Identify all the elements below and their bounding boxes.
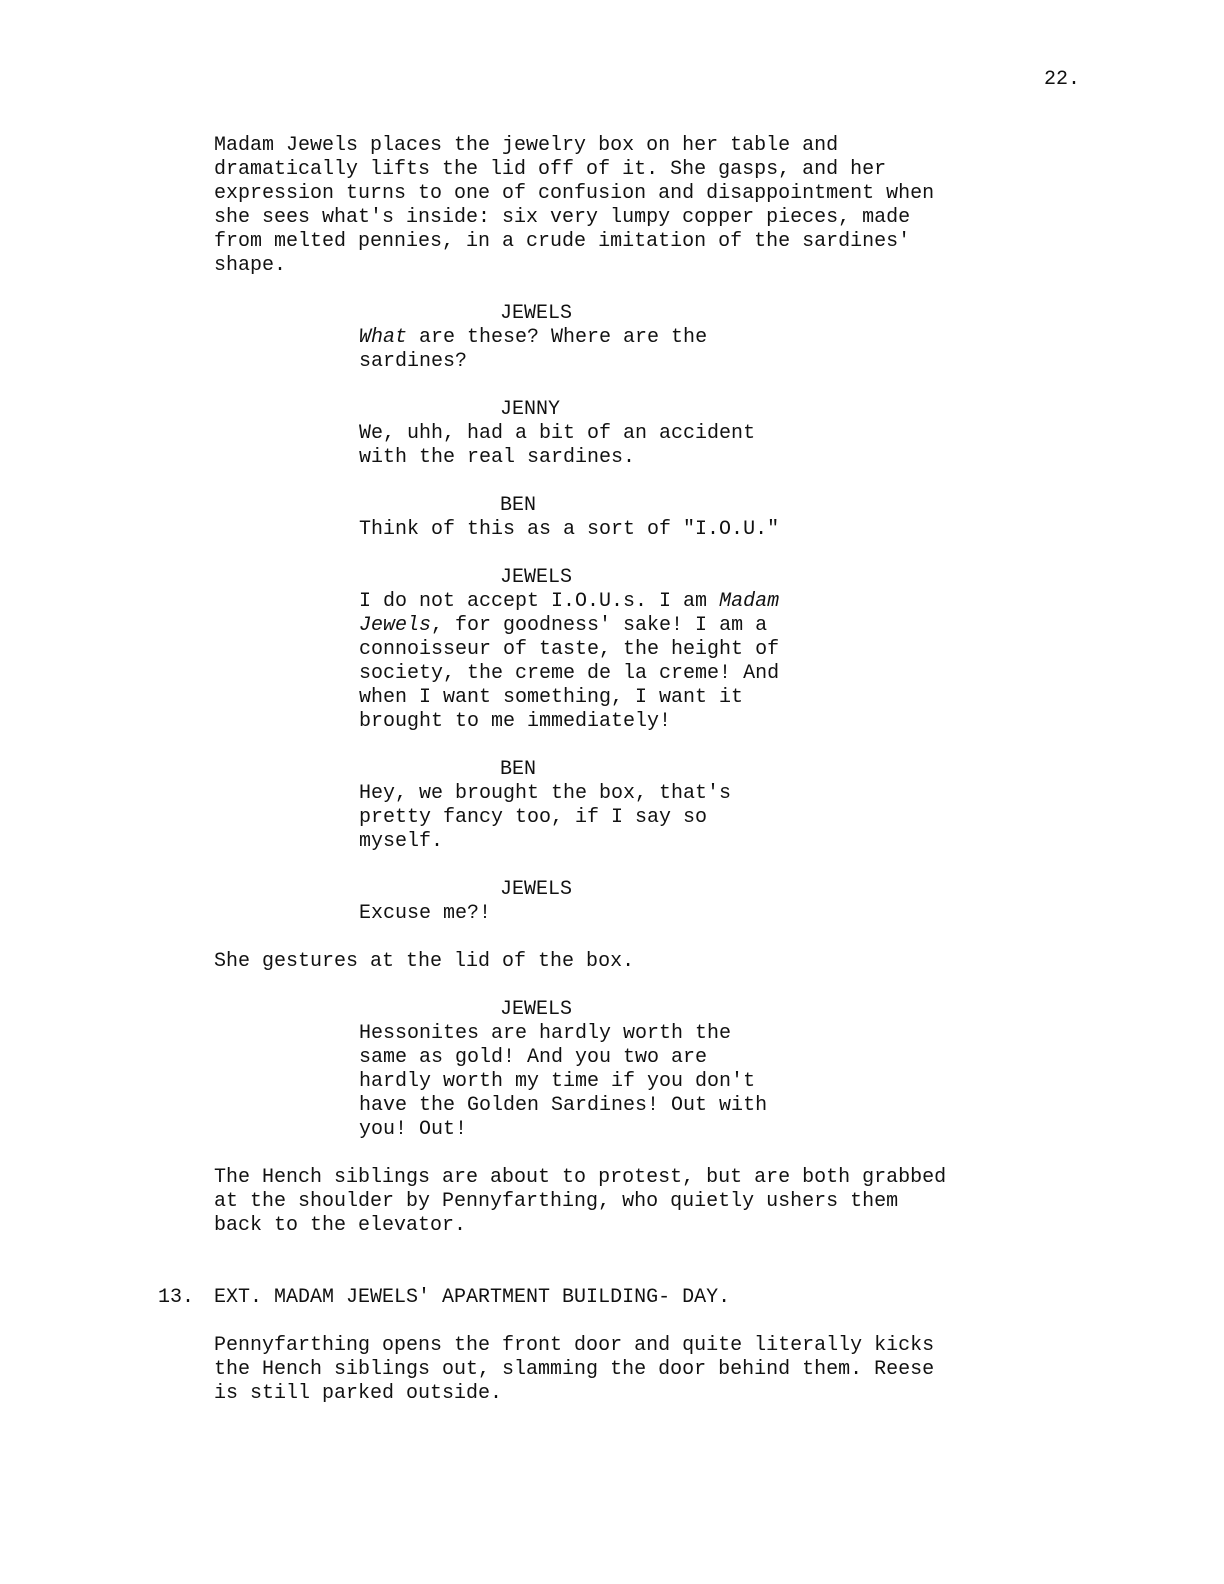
scene-heading: EXT. MADAM JEWELS' APARTMENT BUILDING- DAY. [214, 1286, 731, 1309]
dialogue-emphasis: What [359, 326, 408, 349]
dialogue-text: I do not accept I.O.U.s. I am [359, 590, 720, 613]
dialogue-jewels: Excuse me?! [359, 902, 492, 925]
scene-number: 13. [158, 1286, 195, 1309]
character-cue-ben: BEN [500, 494, 537, 517]
action-paragraph: Madam Jewels places the jewelry box on her table and dramatically lifts the lid off of it. She gasps, and her expression turns to one of confusion and disappointment when she sees what's inside: six very lumpy copper pieces, made from melted pennies, in a crude imitation of the sardines' shape. [214, 134, 935, 277]
action-paragraph: Pennyfarthing opens the front door and quite literally kicks the Hench siblings out, slamming the door behind them. Reese is still parked outside. [214, 1334, 935, 1405]
dialogue-jewels [359, 590, 879, 734]
character-cue-jenny: JENNY [500, 398, 561, 421]
dialogue-text: , for goodness' sake! I am a connoisseur of taste, the height of society, the creme de la creme! And when I want something, I want it brought to me immediately! [359, 614, 780, 733]
dialogue-jewels: Hessonites are hardly worth the same as gold! And you two are hardly worth my time if you don't have the Golden Sardines! Out with you! Out! [359, 1022, 768, 1141]
action-paragraph: The Hench siblings are about to protest, but are both grabbed at the shoulder by Pennyfarthing, who quietly ushers them back to the elevator. [214, 1166, 947, 1237]
dialogue-text: are these? Where are the sardines? [359, 326, 708, 373]
action-paragraph: She gestures at the lid of the box. [214, 950, 635, 973]
dialogue-jewels [359, 326, 879, 374]
character-cue-jewels: JEWELS [500, 998, 573, 1021]
character-cue-jewels: JEWELS [500, 878, 573, 901]
character-cue-jewels: JEWELS [500, 566, 573, 589]
character-cue-jewels: JEWELS [500, 302, 573, 325]
dialogue-ben: Hey, we brought the box, that's pretty fancy too, if I say so myself. [359, 782, 732, 853]
page-number: 22. [1044, 68, 1081, 91]
dialogue-emphasis: Madam Jewels [359, 590, 780, 637]
dialogue-ben: Think of this as a sort of "I.O.U." [359, 518, 780, 541]
character-cue-ben: BEN [500, 758, 537, 781]
dialogue-jenny: We, uhh, had a bit of an accident with the real sardines. [359, 422, 756, 469]
